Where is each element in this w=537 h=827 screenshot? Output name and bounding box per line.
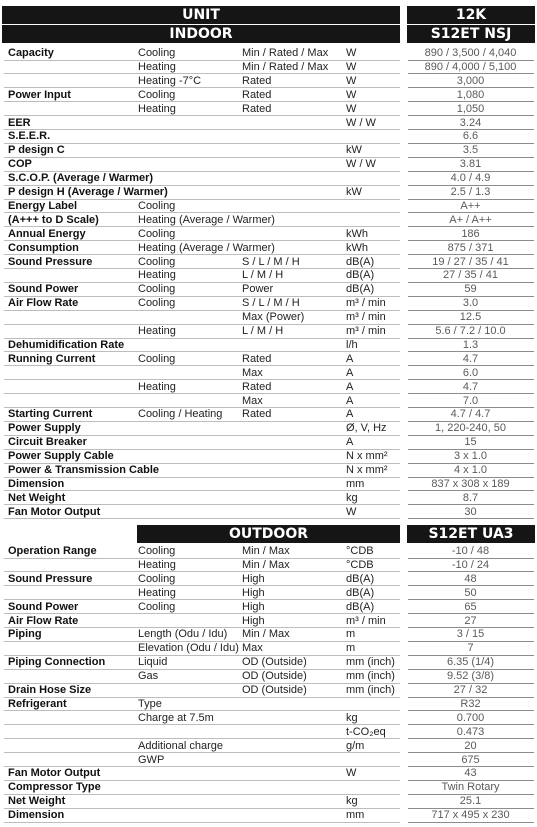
spec-value: 6.0 [462,366,479,379]
spec-unit: dB(A) [346,283,375,296]
spec-mode: Type [138,697,162,710]
spec-value: 8.7 [462,491,479,504]
spec-mode: Heating [138,558,176,571]
row-divider [4,379,400,380]
spec-label: Sound Power [8,283,79,296]
spec-unit: dB(A) [346,269,375,282]
spec-unit: t-CO₂eq [346,725,386,738]
spec-mode: Heating [138,269,176,282]
spec-detail: Rated [242,408,272,421]
unit-header-label: UNIT [182,7,220,23]
spec-label: S.E.E.R. [8,130,51,143]
row-divider [4,60,400,61]
spec-value: 4.7 [462,352,479,365]
row-divider [4,73,400,74]
spec-unit: m [346,642,356,655]
spec-label: Power & Transmission Cable [8,464,159,476]
spec-unit: dB(A) [346,255,375,268]
indoor-header-label: INDOOR [169,26,233,42]
spec-value: 186 [461,227,480,240]
spec-label: Power Supply [8,422,81,435]
spec-value: 27 [464,614,477,627]
spec-value: 19 / 27 / 35 / 41 [432,255,509,268]
spec-detail: Power [242,283,274,296]
spec-unit: kW [346,186,362,198]
spec-unit: m³ / min [346,325,386,337]
row-divider [4,558,400,559]
spec-unit: mm (inch) [346,670,395,683]
row-divider [4,669,400,670]
spec-value: -10 / 48 [451,545,490,557]
spec-detail: Min / Rated / Max [242,47,329,59]
spec-label: Operation Range [8,545,97,557]
outdoor-model-label: S12ET UA3 [428,526,514,542]
spec-mode: Elevation (Odu / Idu) [138,642,239,655]
spec-unit: A [346,366,354,379]
spec-value: 7.0 [462,394,479,407]
spec-value: 3 / 15 [456,628,485,641]
spec-unit: dB(A) [346,586,375,599]
spec-mode: Heating [138,325,176,337]
spec-label: Net Weight [8,795,66,808]
spec-label: Piping [8,628,42,641]
spec-mode: Length (Odu / Idu) [138,628,228,641]
spec-value: R32 [460,697,481,710]
spec-value: 12.5 [459,311,482,324]
spec-value: 4 x 1.0 [453,464,488,476]
spec-unit: W / W [346,116,376,129]
spec-value: -10 / 24 [451,558,490,571]
row-divider [4,822,400,823]
spec-value: 890 / 4,000 / 5,100 [424,60,517,73]
unit-header [2,6,400,24]
spec-mode: Heating (Average / Warmer) [138,213,275,226]
spec-unit: A [346,394,354,407]
spec-mode: Heating [138,102,176,115]
spec-unit: °CDB [346,545,374,557]
spec-mode: Cooling [138,255,176,268]
spec-unit: W [346,88,357,101]
spec-detail: S / L / M / H [242,255,300,268]
spec-mode: Cooling [138,283,176,296]
spec-detail: Rated [242,74,272,87]
spec-value: 3.0 [462,297,479,310]
spec-unit: °CDB [346,558,374,571]
spec-unit: dB(A) [346,600,375,613]
spec-label: Running Current [8,352,96,365]
spec-detail: Max [242,642,263,655]
spec-mode: Cooling [138,545,176,557]
spec-unit: mm (inch) [346,656,395,669]
outdoor-header [137,525,400,543]
spec-detail: Rated [242,102,272,115]
row-divider [4,752,400,753]
spec-label: EER [8,116,31,129]
row-divider [4,101,400,102]
spec-detail: S / L / M / H [242,297,300,310]
spec-unit: m³ / min [346,297,386,310]
spec-detail: OD (Outside) [242,670,307,683]
spec-detail: L / M / H [242,269,284,282]
spec-value: 15 [464,436,477,449]
spec-mode: Gas [138,670,159,683]
spec-label: Sound Power [8,600,79,613]
spec-detail: Rated [242,88,272,101]
spec-label: Dehumidification Rate [8,338,125,351]
indoor-model-label: S12ET NSJ [430,26,512,42]
spec-mode: Heating [138,380,176,393]
spec-value: A+ / A++ [449,213,492,226]
spec-label: Fan Motor Output [8,767,101,780]
spec-value: 1,080 [456,88,485,101]
spec-value: Twin Rotary [441,781,500,794]
row-divider [4,518,400,519]
spec-label: Annual Energy [8,227,86,240]
spec-detail: L / M / H [242,325,284,337]
row-divider [4,585,400,586]
spec-detail: Min / Max [242,628,290,641]
spec-unit: kg [346,491,358,504]
spec-mode: Cooling [138,352,176,365]
spec-value: 3.5 [462,144,479,157]
spec-value: 675 [461,753,480,766]
spec-mode: Cooling [138,227,176,240]
spec-unit: m³ / min [346,311,386,324]
spec-detail: High [242,600,265,613]
indoor-model-header [407,25,535,43]
spec-value: 0.473 [456,725,485,738]
indoor-header [2,25,400,43]
spec-unit: m³ / min [346,614,386,627]
spec-unit: mm [346,477,365,490]
spec-value: 9.52 (3/8) [446,670,495,683]
spec-unit: g/m [346,739,365,752]
spec-label: Air Flow Rate [8,614,79,627]
spec-value: 1, 220-240, 50 [435,422,506,435]
spec-label: Capacity [8,47,54,59]
row-divider [4,268,400,269]
spec-detail: OD (Outside) [242,684,307,696]
spec-mode: Heating (Average / Warmer) [138,241,275,254]
spec-label: Power Input [8,88,71,101]
spec-detail: High [242,614,265,627]
spec-label: Sound Pressure [8,255,93,268]
row-divider [4,310,400,311]
spec-label: Power Supply Cable [8,450,114,463]
spec-value: A++ [460,199,481,212]
spec-unit: mm [346,809,365,822]
spec-value: 43 [464,767,477,780]
spec-unit: W [346,767,357,780]
spec-value: 48 [464,572,477,585]
spec-label: Fan Motor Output [8,505,101,518]
spec-label: Dimension [8,809,65,822]
spec-label: S.C.O.P. (Average / Warmer) [8,172,154,185]
spec-unit: A [346,408,354,421]
spec-unit: kg [346,711,358,724]
spec-unit: W [346,60,357,73]
spec-value: 1,050 [456,102,485,115]
spec-mode: Cooling / Heating [138,408,223,421]
spec-value: 27 / 32 [453,684,488,696]
spec-unit: l/h [346,338,358,351]
spec-value: 50 [464,586,477,599]
spec-unit: W / W [346,158,376,171]
spec-detail: OD (Outside) [242,656,307,669]
spec-unit: Ø, V, Hz [346,422,387,435]
spec-value: 65 [464,600,477,613]
spec-value: 6.35 (1/4) [446,656,495,669]
row-divider [4,365,400,366]
spec-detail: High [242,586,265,599]
spec-unit: kg [346,795,358,808]
spec-mode: Cooling [138,199,176,212]
spec-label: Consumption [8,241,79,254]
spec-label: Refrigerant [8,697,67,710]
spec-label: Dimension [8,477,65,490]
spec-unit: kWh [346,227,368,240]
row-divider [4,115,400,116]
spec-label: Net Weight [8,491,66,504]
row-divider [4,393,400,394]
spec-mode: Cooling [138,600,176,613]
spec-detail: Min / Max [242,545,290,557]
row-divider [408,518,534,519]
spec-value: 3 x 1.0 [453,450,488,463]
spec-unit: kW [346,144,362,157]
spec-unit: A [346,380,354,393]
spec-value: 0.700 [456,711,485,724]
row-divider [408,822,534,823]
spec-unit: N x mm² [346,464,388,476]
spec-value: 875 / 371 [447,241,494,254]
spec-label: COP [8,158,32,171]
spec-value: 1.3 [462,338,479,351]
spec-unit: dB(A) [346,572,375,585]
row-divider [4,157,400,158]
spec-unit: W [346,47,357,59]
spec-mode: Cooling [138,297,176,310]
spec-mode: Heating -7°C [138,74,202,87]
spec-unit: W [346,505,357,518]
spec-label: Piping Connection [8,656,106,669]
spec-label: Circuit Breaker [8,436,87,449]
spec-detail: Max [242,394,263,407]
spec-detail: Rated [242,352,272,365]
spec-value: 890 / 3,500 / 4,040 [424,47,517,59]
spec-detail: Rated [242,380,272,393]
spec-unit: W [346,74,357,87]
spec-value: 4.7 [462,380,479,393]
spec-value: 7 [467,642,474,655]
spec-mode: Liquid [138,656,168,669]
spec-value: 25.1 [459,795,482,808]
spec-detail: Min / Max [242,558,290,571]
spec-value: 4.0 / 4.9 [450,172,491,185]
spec-unit: A [346,436,354,449]
spec-value: 3,000 [456,74,485,87]
model-header-label: 12K [455,7,487,23]
spec-unit: N x mm² [346,450,388,463]
spec-value: 6.6 [462,130,479,143]
spec-label: Starting Current [8,408,93,421]
spec-value: 3.81 [459,158,482,171]
spec-detail: Min / Rated / Max [242,60,329,73]
spec-value: 30 [464,505,477,518]
spec-label: Air Flow Rate [8,297,79,310]
spec-value: 837 x 308 x 189 [431,477,510,490]
spec-label: Sound Pressure [8,572,93,585]
row-divider [4,724,400,725]
spec-value: 2.5 / 1.3 [450,186,491,198]
spec-unit: m [346,628,356,641]
row-divider [4,324,400,325]
spec-unit: W [346,102,357,115]
spec-label: P design H (Average / Warmer) [8,186,168,198]
spec-value: 3.24 [459,116,482,129]
spec-mode: Charge at 7.5m [138,711,214,724]
spec-unit: A [346,352,354,365]
spec-value: 59 [464,283,477,296]
spec-value: 27 / 35 / 41 [442,269,499,282]
spec-value: 4.7 / 4.7 [450,408,491,421]
spec-mode: Cooling [138,47,176,59]
spec-unit: mm (inch) [346,684,395,696]
spec-detail: Max (Power) [242,311,305,324]
spec-value: 5.6 / 7.2 / 10.0 [435,325,506,337]
spec-mode: Additional charge [138,739,224,752]
spec-label: Energy Label [8,199,78,212]
outdoor-header-label: OUTDOOR [228,526,309,542]
spec-mode: Cooling [138,88,176,101]
spec-value: 20 [464,739,477,752]
row-divider [4,129,400,130]
spec-label: Drain Hose Size [8,684,92,696]
spec-mode: GWP [138,753,165,766]
spec-mode: Cooling [138,572,176,585]
outdoor-model-header [407,525,535,543]
spec-label: Compressor Type [8,781,101,794]
spec-mode: Heating [138,586,176,599]
spec-label: P design C [8,144,65,157]
spec-detail: High [242,572,265,585]
spec-detail: Max [242,366,263,379]
spec-unit: kWh [346,241,368,254]
spec-mode: Heating [138,60,176,73]
spec-value: 717 x 495 x 230 [431,809,510,822]
model-header [407,6,535,24]
spec-label: (A+++ to D Scale) [8,213,99,226]
